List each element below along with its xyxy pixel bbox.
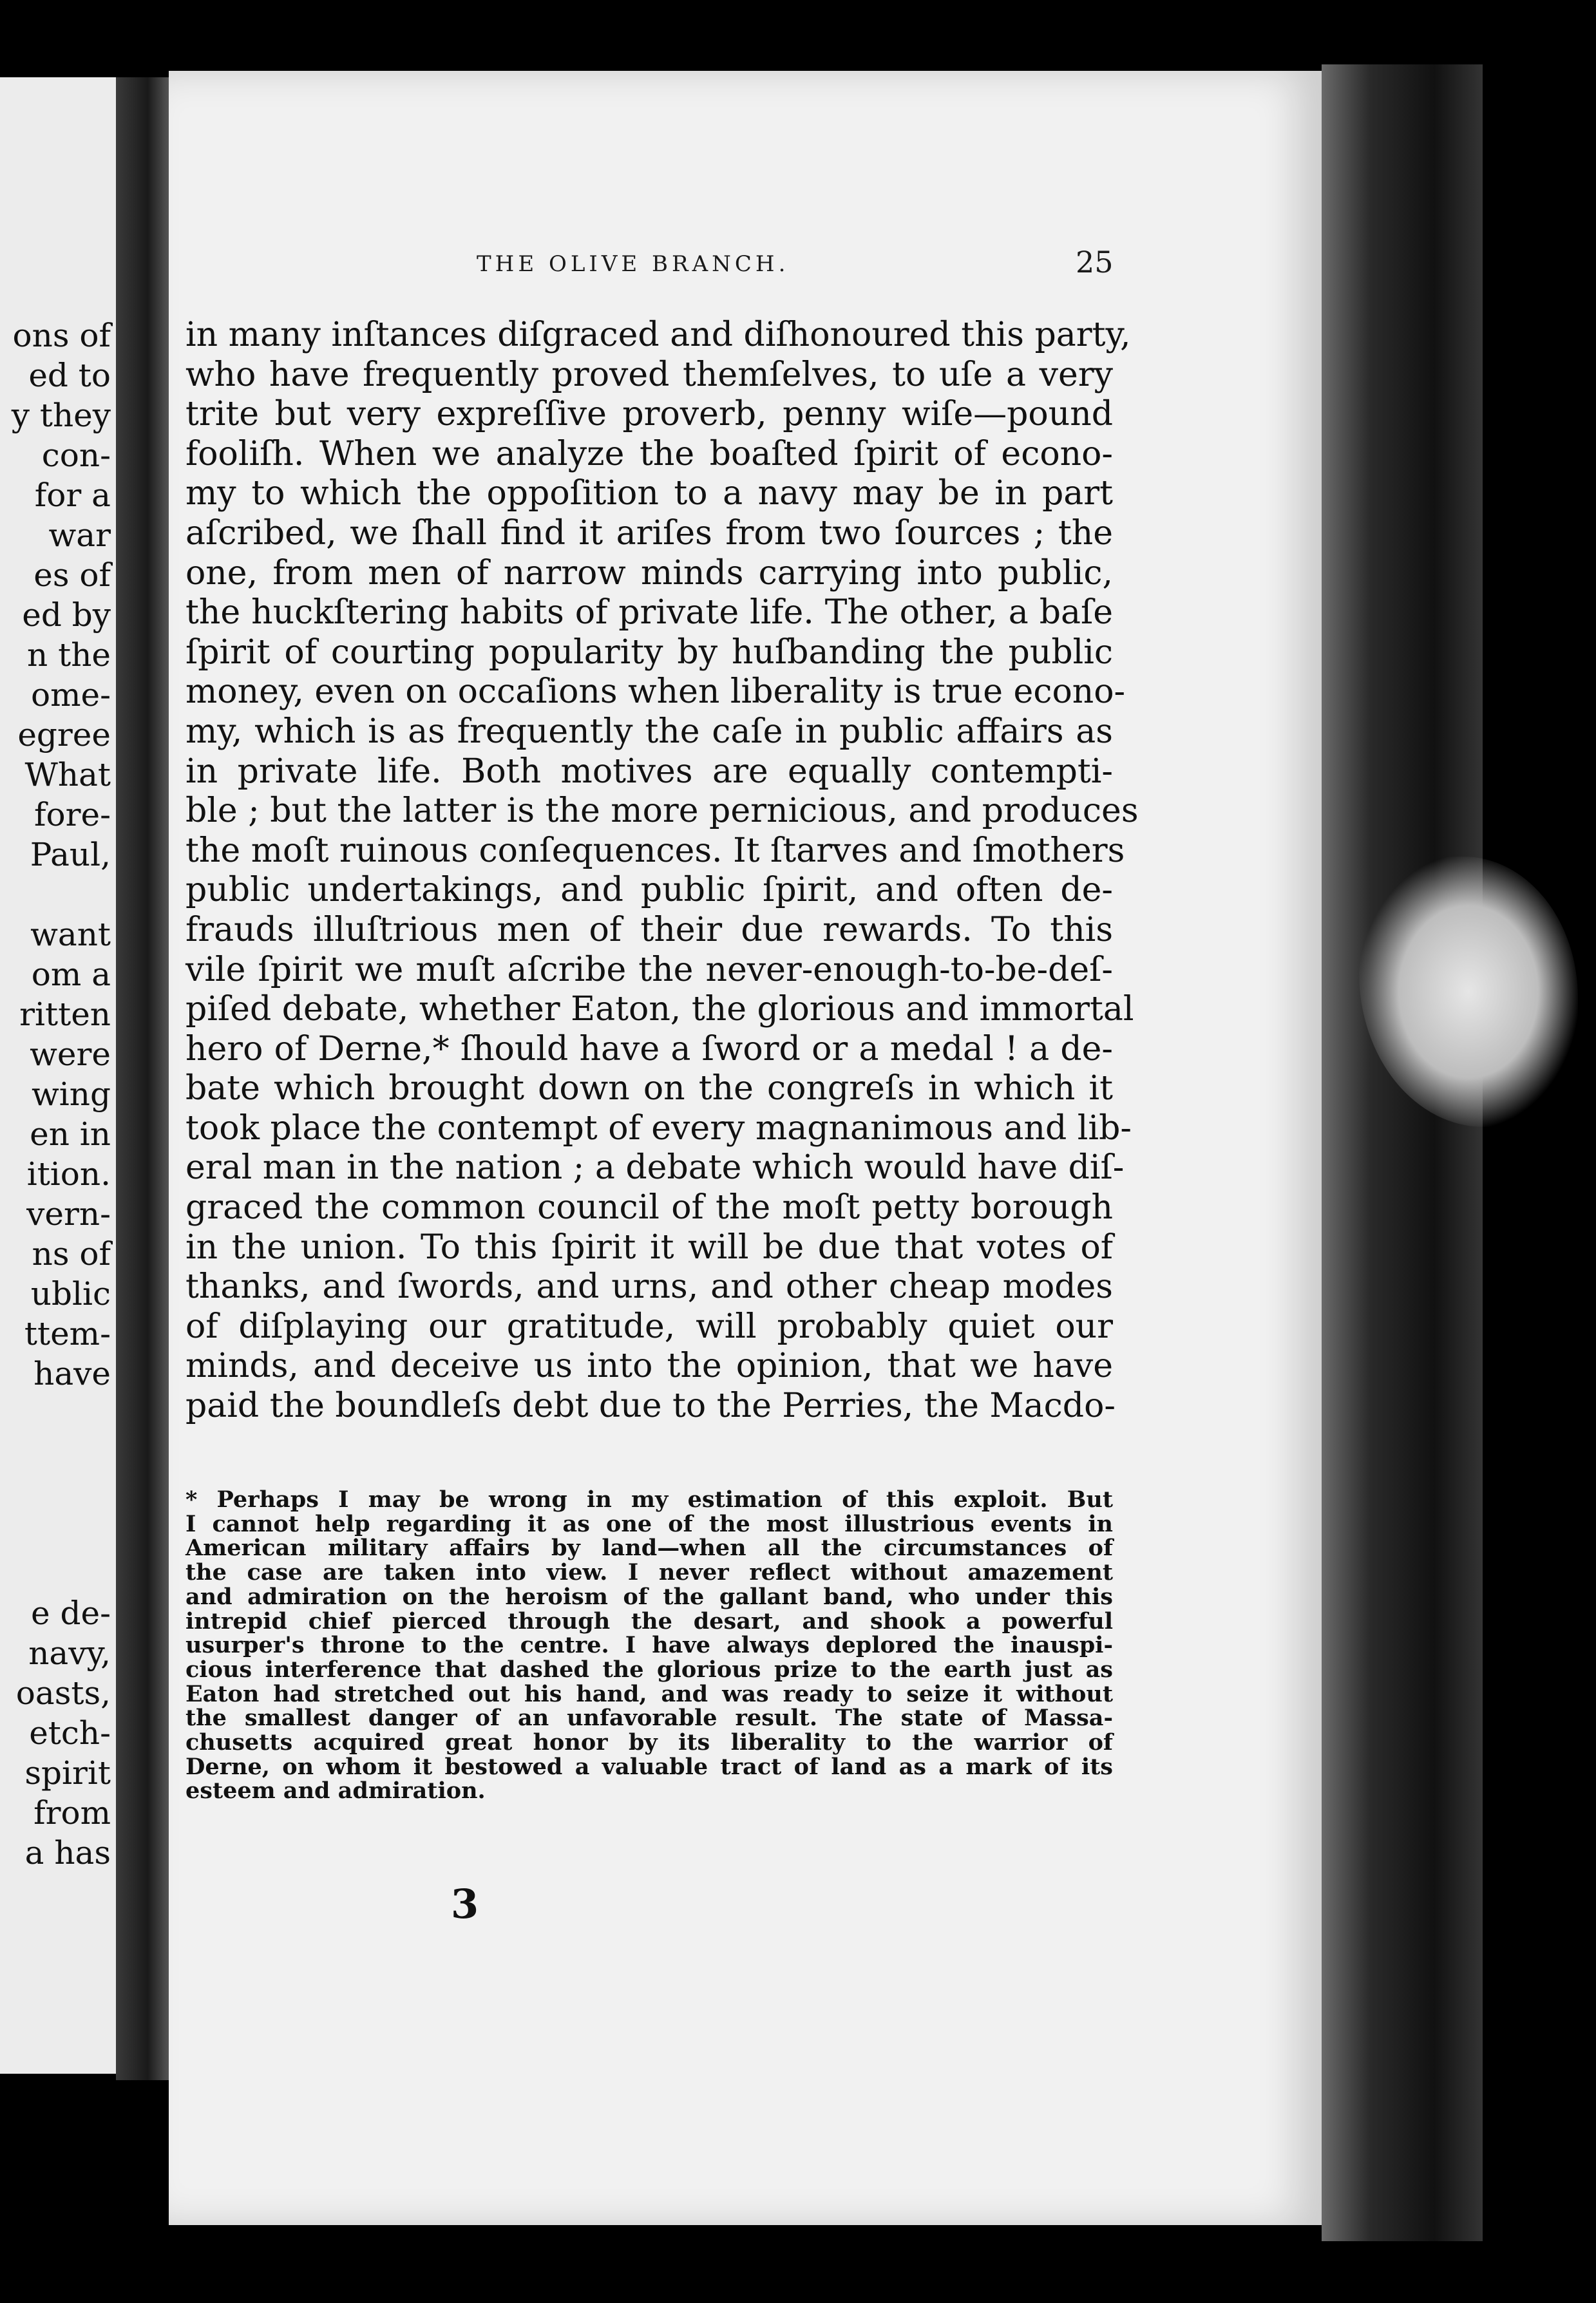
left-page-fragment: ns of (32, 1235, 111, 1273)
left-page-fragment: ritten (19, 996, 111, 1033)
left-page-fragment: egree (17, 716, 111, 753)
running-head: THE OLIVE BRANCH. (477, 251, 790, 277)
footnote-line: the smallest danger of an unfavorable result. The state of Massa- (185, 1705, 1113, 1732)
left-page-fragment: wing (32, 1076, 111, 1113)
footnote-line: and admiration on the heroism of the gallant band, who under this (185, 1583, 1113, 1610)
body-line: in many inſtances diſgraced and diſhonoured this party, (185, 316, 1131, 354)
left-page-fragment: e de- (31, 1595, 111, 1632)
left-page-fragment: a has (24, 1834, 111, 1872)
left-page-fragment: oasts, (15, 1674, 111, 1712)
left-page (0, 77, 116, 2074)
body-line: vile ſpirit we muſt aſcribe the never-enough-to-be-deſ- (185, 950, 1113, 989)
left-page-fragment: om a (31, 956, 111, 993)
body-line: frauds illuſtrious men of their due rewards. To this (185, 910, 1113, 949)
left-page-fragment: ublic (30, 1275, 111, 1313)
left-page-fragment: n the (27, 636, 111, 674)
left-page-fragment: fore- (34, 796, 111, 833)
body-line: aſcribed, we ſhall find it ariſes from two ſources ; the (185, 513, 1113, 553)
left-page-fragment: ition. (26, 1155, 111, 1193)
left-page-fragment: y they (11, 397, 111, 434)
footnote-line: the case are taken into view. I never reflect without amazement (185, 1559, 1113, 1586)
footnote-line: Derne, on whom it bestowed a valuable tract of land as a mark of its (185, 1753, 1113, 1780)
body-line: piſed debate, whether Eaton, the glorious and immortal (185, 990, 1134, 1029)
left-page-fragment: spirit (24, 1754, 111, 1792)
footnote-line: * Perhaps I may be wrong in my estimation of this exploit. But (185, 1486, 1113, 1513)
body-line: hero of Derne,* ſhould have a ſword or a medal ! a de- (185, 1029, 1113, 1068)
left-page-fragment: ome- (31, 676, 111, 714)
footnote (185, 1488, 1113, 1803)
footnote-line: chusetts acquired great honor by its liberality to the warrior of (185, 1729, 1113, 1756)
footnote-line: I cannot help regarding it as one of the most illustrious events in (185, 1510, 1113, 1537)
body-line: fooliſh. When we analyze the boaſted ſpirit of econo- (185, 434, 1113, 473)
page-number: 25 (1076, 245, 1114, 280)
body-line: thanks, and ſwords, and urns, and other cheap modes (185, 1267, 1113, 1307)
body-line: graced the common council of the moſt petty borough (185, 1188, 1113, 1227)
left-page-fragment: Paul, (30, 836, 111, 873)
body-line: bate which brought down on the congreſs in which it (185, 1069, 1113, 1108)
left-page-fragment: etch- (29, 1714, 111, 1752)
left-page-fragment: war (48, 517, 111, 554)
body-line: the moſt ruinous conſequences. It ſtarves and ſmothers (185, 831, 1125, 870)
body-line: who have frequently proved themſelves, to uſe a very (185, 355, 1113, 394)
body-line: of diſplaying our gratitude, will probably quiet our (185, 1307, 1113, 1346)
left-page-fragment: ttem- (24, 1315, 111, 1352)
body-text (185, 316, 1139, 1426)
left-page-fragment: con- (41, 437, 111, 474)
footnote-line: American military affairs by land—when all the circumstances of (185, 1535, 1113, 1562)
body-line: ble ; but the latter is the more pernicious, and produces (185, 791, 1139, 831)
left-page-fragment: ed to (28, 357, 111, 394)
body-line: paid the boundleſs debt due to the Perries, the Macdo- (185, 1387, 1116, 1426)
page-edge (1322, 64, 1483, 2241)
left-page-fragment: What (24, 756, 111, 793)
left-page-fragment: ed by (22, 596, 111, 634)
left-page-fragment: were (30, 1036, 111, 1073)
body-line: the huckſtering habits of private life. The other, a baſe (185, 593, 1113, 632)
body-line: one, from men of narrow minds carrying into public, (185, 553, 1113, 592)
left-page-fragment: want (30, 916, 111, 953)
body-line: eral man in the nation ; a debate which would have diſ- (185, 1148, 1125, 1188)
footnote-line: esteem and admiration. (185, 1777, 486, 1805)
left-page-fragment: from (33, 1794, 111, 1832)
left-page-fragment: en in (30, 1115, 111, 1153)
body-line: money, even on occaſions when liberality is true econo- (185, 672, 1126, 712)
left-page-fragment: have (33, 1355, 111, 1392)
footnote-line: Eaton had stretched out his hand, and was ready to seize it without (185, 1680, 1113, 1707)
signature-mark: 3 (451, 1881, 479, 1928)
left-page-fragment: es of (33, 556, 111, 594)
body-line: in the union. To this ſpirit it will be due that votes of (185, 1227, 1113, 1267)
body-line: in private life. Both motives are equally contempti- (185, 752, 1113, 791)
body-line: public undertakings, and public ſpirit, and often de- (185, 871, 1113, 910)
left-page-fragment: navy, (28, 1635, 111, 1672)
footnote-line: intrepid chief pierced through the desart, and shook a powerful (185, 1607, 1113, 1635)
body-line: trite but very expreſſive proverb, penny wiſe—pound (185, 395, 1113, 434)
body-line: my, which is as frequently the caſe in public affairs as (185, 712, 1113, 751)
body-line: my to which the oppoſition to a navy may be in part (185, 474, 1113, 513)
body-line: took place the contempt of every magnanimous and lib- (185, 1108, 1132, 1148)
body-line: minds, and deceive us into the opinion, that we have (185, 1347, 1113, 1386)
left-page-fragment: ons of (12, 317, 111, 354)
footnote-line: cious interference that dashed the glorious prize to the earth just as (185, 1656, 1113, 1683)
book-gutter (116, 77, 169, 2080)
body-line: ſpirit of courting popularity by huſbanding the public (185, 632, 1113, 672)
footnote-line: usurper's throne to the centre. I have always deplored the inauspi- (185, 1632, 1113, 1659)
left-page-fragment: vern- (26, 1195, 111, 1233)
left-page-fragment: for a (34, 477, 111, 514)
